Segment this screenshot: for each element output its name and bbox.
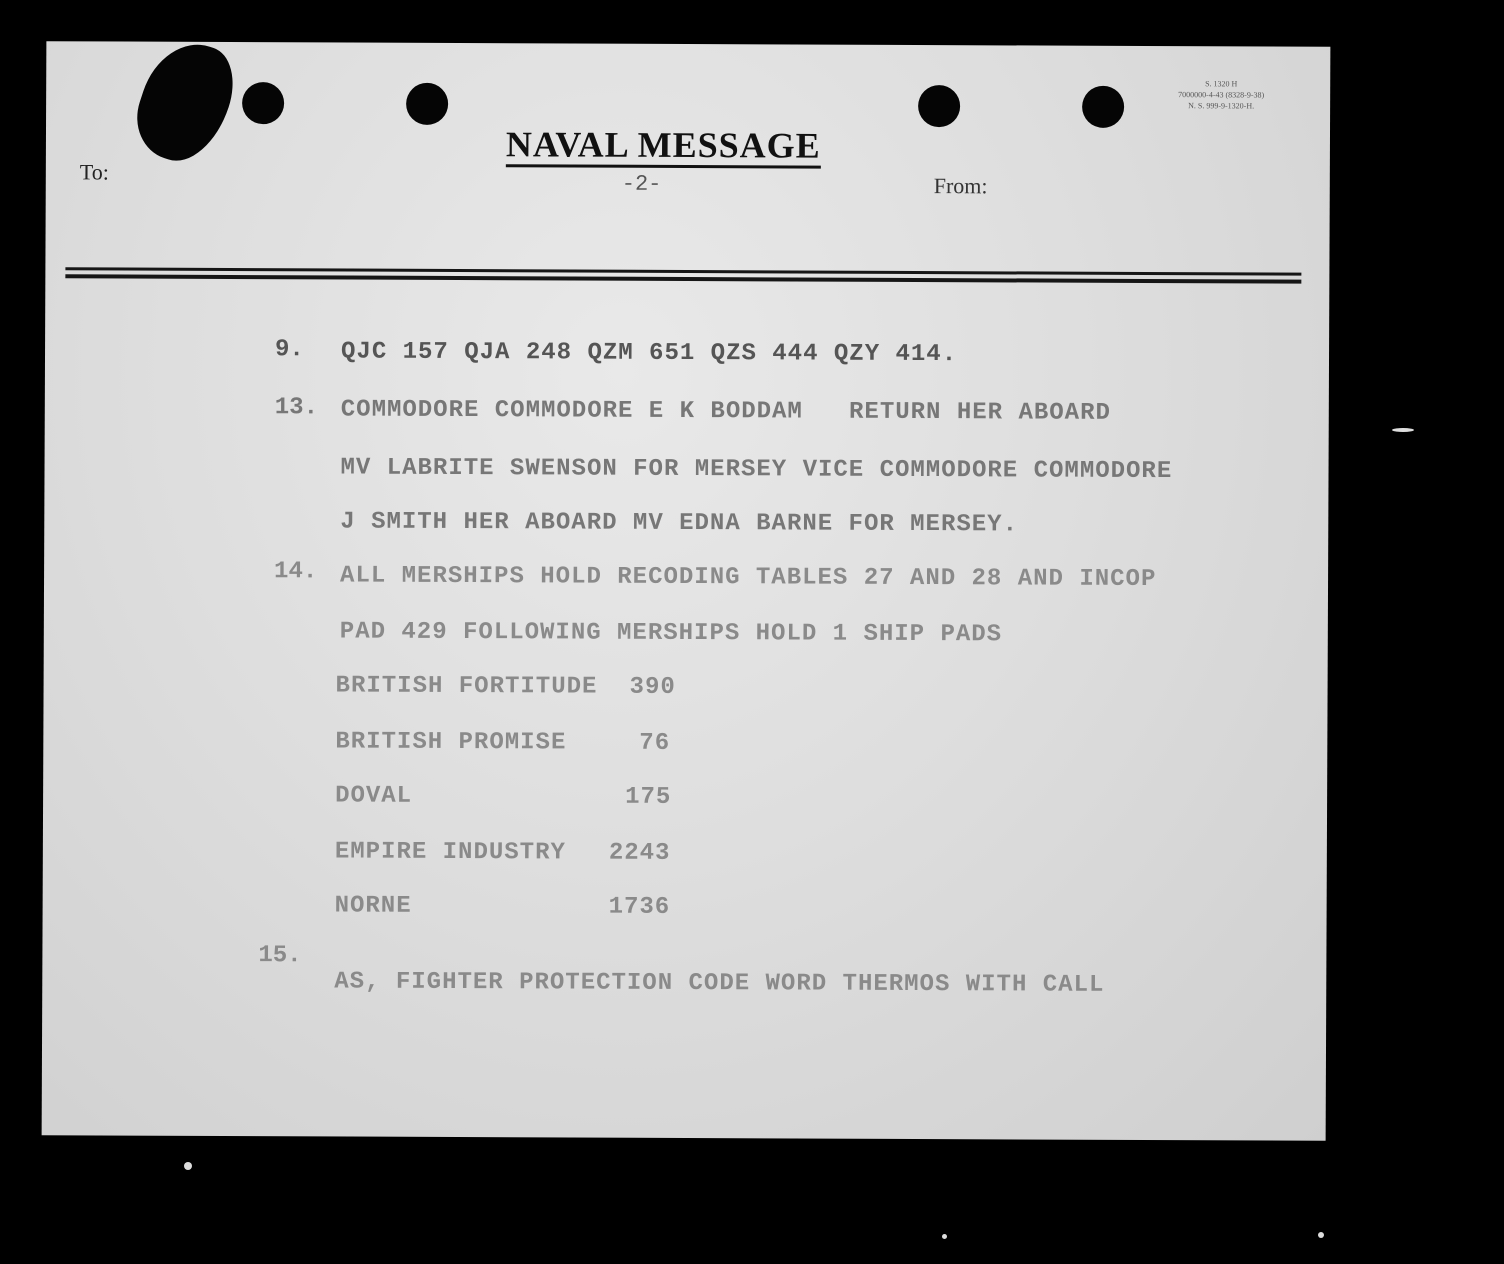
ink-blot bbox=[126, 41, 245, 172]
ship-name: DOVAL bbox=[335, 782, 413, 810]
punch-hole bbox=[242, 82, 284, 124]
message-line: MV LABRITE SWENSON FOR MERSEY VICE COMMODORE COMMODORE bbox=[340, 454, 1173, 486]
punch-hole bbox=[406, 83, 448, 125]
message-line: J SMITH HER ABOARD MV EDNA BARNE FOR MERSEY. bbox=[340, 508, 1019, 539]
ship-name: BRITISH PROMISE bbox=[335, 728, 567, 757]
item-number: 14. bbox=[274, 558, 318, 586]
dust-speck bbox=[1318, 1232, 1324, 1238]
message-line: AS, FIGHTER PROTECTION CODE WORD THERMOS WITH CALL bbox=[334, 968, 1105, 999]
punch-hole bbox=[1082, 86, 1124, 128]
page-number: -2- bbox=[621, 171, 662, 197]
ship-name: NORNE bbox=[334, 892, 412, 920]
form-number bbox=[1178, 78, 1264, 111]
message-line: QJC 157 QJA 248 QZM 651 QZS 444 QZY 414. bbox=[340, 338, 958, 369]
item-number: 9. bbox=[274, 336, 304, 364]
form-number-line: 7000000-4-43 (8328-9-38) bbox=[1178, 90, 1265, 100]
form-number-line: S. 1320 H bbox=[1205, 79, 1238, 89]
ship-pad-number: 2243 bbox=[608, 839, 671, 867]
dust-speck bbox=[942, 1234, 947, 1239]
ship-pad-number: 76 bbox=[639, 729, 671, 757]
message-line: COMMODORE COMMODORE E K BODDAM RETURN HER ABOARD bbox=[340, 396, 1111, 427]
header-divider bbox=[65, 274, 1301, 283]
to-label: To: bbox=[79, 159, 109, 185]
ship-pad-number: 1736 bbox=[608, 893, 671, 921]
ship-pad-number: 390 bbox=[629, 673, 676, 701]
ship-name: BRITISH FORTITUDE bbox=[335, 672, 598, 701]
dust-speck bbox=[1392, 428, 1414, 432]
item-number: 13. bbox=[274, 394, 319, 422]
item-number: 15. bbox=[258, 942, 302, 970]
from-label: From: bbox=[933, 173, 988, 199]
ship-pad-number: 175 bbox=[625, 783, 672, 811]
form-title: NAVAL MESSAGE bbox=[506, 125, 821, 168]
punch-hole bbox=[918, 85, 960, 127]
dust-speck bbox=[184, 1162, 192, 1170]
message-form-sheet bbox=[42, 41, 1331, 1141]
message-line: PAD 429 FOLLOWING MERSHIPS HOLD 1 SHIP PADS bbox=[339, 618, 1003, 649]
message-line: ALL MERSHIPS HOLD RECODING TABLES 27 AND 28 AND INCOP bbox=[340, 562, 1157, 594]
ship-name: EMPIRE INDUSTRY bbox=[334, 838, 566, 867]
form-number-line: N. S. 999-9-1320-H. bbox=[1188, 101, 1255, 111]
